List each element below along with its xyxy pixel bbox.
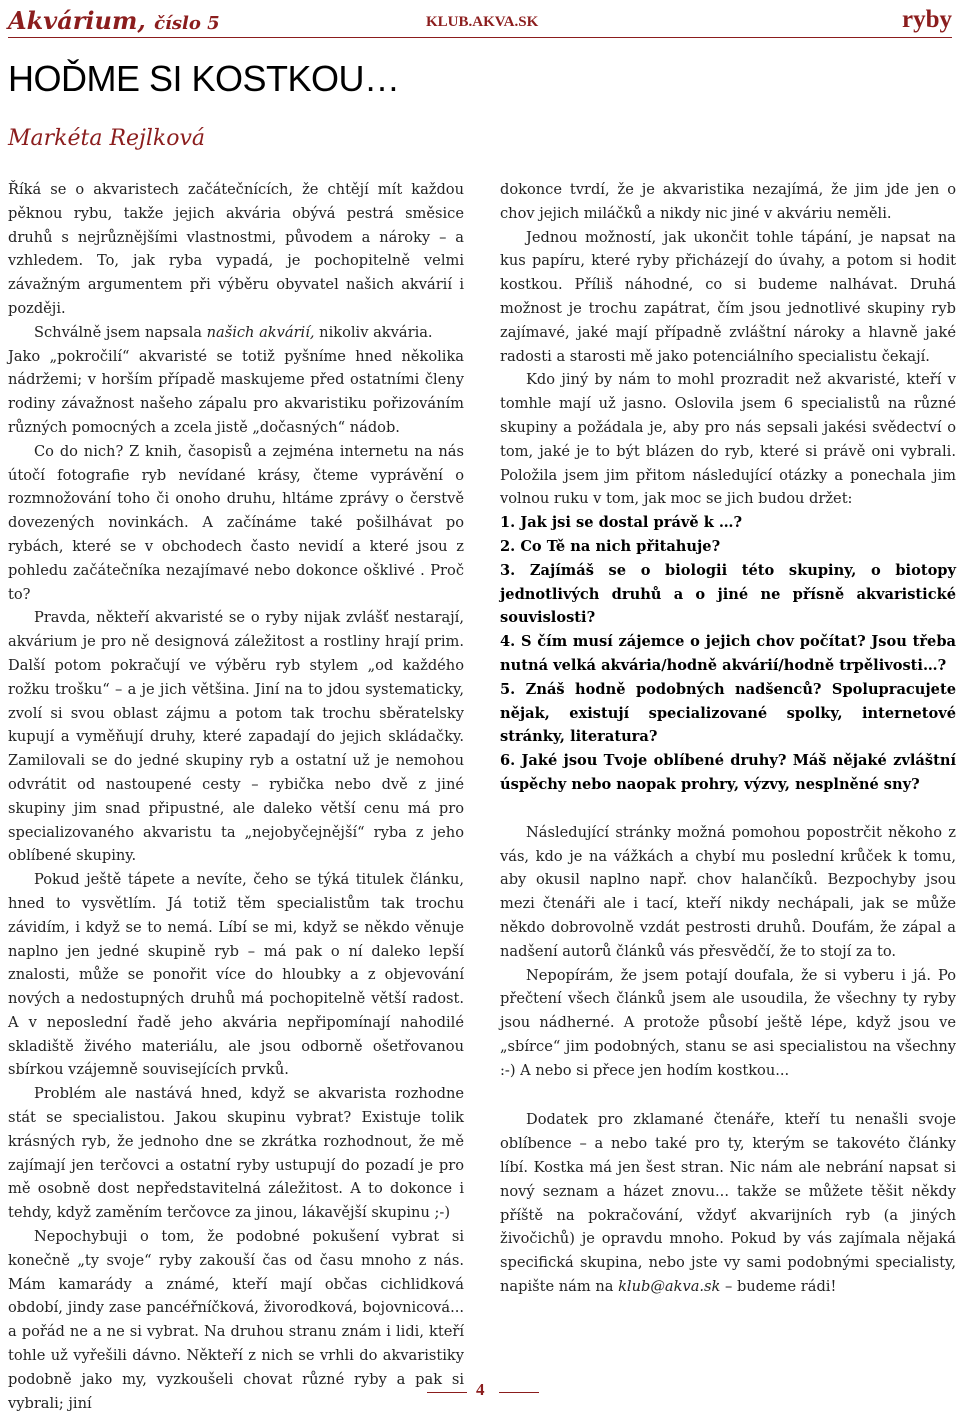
paragraph	[8, 321, 464, 345]
paragraph-text: Schválně jsem napsala	[34, 323, 207, 341]
question: 2. Co Tě na nich přitahuje?	[500, 537, 721, 555]
paragraph-text: Dodatek pro zklamané čtenáře, kteří tu nenašli svoje oblíbence – a nebo také pro ty, kterým se takovéto články líbí. Kostka má jen šest stran. Nic nám ale nebrání napsat si nový seznam a házet znovu... takže se můžete těšit někdy příště na pokračování, vždyť akvarijních ryb (a jiných živočichů) je opravdu mnoho. Pokud by vás zajímala nějaká specifická skupina, nebo jste vy sami podobnými specialisty, napište nám na	[500, 1111, 956, 1296]
footer-rule-left	[427, 1392, 467, 1393]
email-link[interactable]: klub@akva.sk	[618, 1278, 721, 1296]
page-number: 4	[476, 1380, 485, 1399]
paragraph: Jako „pokročilí“ akvaristé se totiž pyšníme hned několika nádržemi; v horším případě maskujeme před ostatními členy rodiny závažnost našeho zápalu pro akvaristiku pořizováním různých pomocných a zcela jistě „dočasných“ nádob.	[8, 347, 464, 436]
article-title: HOĎME SI KOSTKOU…	[8, 58, 400, 99]
question: 5. Znáš hodně podobných nadšenců? Spolupracujete nějak, existují specializované spolky, internetové stránky, literatura?	[500, 680, 956, 746]
paragraph: Co do nich? Z knih, časopisů a zejména internetu na nás útočí fotografie ryb nevídané krásy, čteme vyprávění o rozmnožování toho či onoho druhu, hltáme zprávy o čerstvě dovezených novinkách. A začínáme také pošilhávat po rybách, které se v obchodech často nevidí a které jsou z pohledu začátečníka nezajímavé nebo dokonce ošklivé . Proč to?	[8, 442, 464, 603]
paragraph: Jednou možností, jak ukončit tohle tápání, je napsat na kus papíru, které ryby přicházejí do úvahy, a potom si hodit kostkou. Příliš náhodné, co si budeme nalhávat. Druhá možnost je trochu zapátrat, čím jsou jednotlivé skupiny ryb zajímavé, jaké mají případně zvláštní nároky a hlavně jaké radosti a starosti mě jako potenciálního specialistu čekají.	[500, 228, 956, 365]
page-footer	[427, 1382, 539, 1402]
paragraph: Pravda, někteří akvaristé se o ryby nijak zvlášť nestarají, akvárium je pro ně designová záležitost a rostliny hrají prim. Další potom pokračují ve výběru ryb stylem „od každého rožku trošku“ – a je jich většina. Jiní na to jdou systematicky, zvolí si svou oblast zájmu a potom tak trochu sběratelsky kupují a vyměňují druhy, které zapadají do jejich skládačky. Zamilovali se do jedné skupiny ryb a ostatní už je nemohou odvrátit od nastoupené cesty – rybička nebo dvě z jiné skupiny jim snad připustné, ale daleko větší cenu má pro specializovaného akvaristu ta „nejobyčejnější“ ryba z jeho oblíbené skupiny.	[8, 609, 464, 865]
site-link[interactable]: KLUB.AKVA.SK	[426, 14, 539, 30]
paragraph-text: – budeme rádi!	[720, 1278, 837, 1296]
question: 3. Zajímáš se o biologii této skupiny, o biotopy jednotlivých druhů a o jiné ne přísně akvaristické souvislosti?	[500, 561, 956, 627]
paragraph: Následující stránky možná pomohou popostrčit někoho z vás, kdo je na vážkách a chybí mu poslední krůček k tomu, aby okusil naplno např. chov halančíků. Bezpochyby jsou mezi čtenáři ale i tací, kteří nikdy nechápali, jak se může někdo dobrovolně vzdát pestrosti druhů. Doufám, že zápal a nadšení autorů článků vás přesvědčí, že to stojí za to.	[500, 823, 956, 960]
question: 6. Jaké jsou Tvoje oblíbené druhy? Máš nějaké zvláštní úspěchy nebo naopak prohry, výzvy, nesplněné sny?	[500, 752, 956, 793]
question: 4. S čím musí zájemce o jejich chov počítat? Jsou třeba nutná velká akvária/hodně akvárií/hodně trpělivosti…?	[500, 633, 956, 674]
emphasis-text: našich akvárií,	[206, 323, 315, 341]
paragraph: dokonce tvrdí, že je akvaristika nezajímá, že jim jde jen o chov jejich miláčků a nikdy nic jiné v akváriu neměli.	[500, 181, 956, 222]
paragraph	[500, 1108, 956, 1298]
paragraph: Říká se o akvaristech začátečnících, že chtějí mít každou pěknou rybu, takže jejich akvária obývá pestrá směsice druhů s nejrůznějšími vlastnostmi, původem a nároky – a vzhledem. To, jak ryba vypadá, je pochopitelně velmi závažným argumentem při výběru obyvatel našich akvárií i později.	[8, 181, 464, 317]
magazine-name	[8, 6, 220, 35]
spacer	[500, 797, 956, 821]
spacer	[500, 1082, 956, 1108]
paragraph: Pokud ještě tápete a nevíte, čeho se týká titulek článku, hned to vysvětlím. Já totiž těm specialistům tak trochu závidím, i když se to nemá. Líbí se mi, když se někdo věnuje naplno jen jedné skupině ryb – má pak o ní daleko lepší znalosti, může se ponořit více do hloubky a z objevování nových a nedostupných druhů má pochopitelně větší radost. A v neposlední řadě jeho akvária nepřipomínají nahodilé skladiště živého materiálu, ale jsou odborně ošetřovanou sbírkou vzájemně souvisejících prvků.	[8, 871, 464, 1079]
paragraph: Problém ale nastává hned, když se akvarista rozhodne stát se specialistou. Jakou skupinu vybrat? Existuje tolik krásných ryb, že jednoho dne se zkrátka rozhodnout, že mě zajímají jen terčovci a ostatní ryby ustupují do pozadí je pro mě osobně dost nepředstavitelná záležitost. A to dokonce i tehdy, když zaměním terčovce za jinou, lákavější skupinu ;-)	[8, 1085, 464, 1222]
paragraph-text: nikoliv akvária.	[314, 323, 433, 341]
section-name: ryby	[902, 6, 952, 33]
article-author: Markéta Rejlková	[8, 126, 206, 151]
running-header	[8, 6, 952, 34]
right-column	[500, 178, 956, 1299]
question: 1. Jak jsi se dostal právě k …?	[500, 514, 743, 532]
magazine-title: Akvárium,	[8, 6, 146, 35]
issue-number: číslo 5	[154, 13, 220, 34]
footer-rule-right	[499, 1392, 539, 1393]
paragraph: Nepochybuji o tom, že podobné pokušení vybrat si konečně „ty svoje“ ryby zakouší čas od času mnoho z nás. Mám kamarády a známé, kteří mají občas cichlidková období, jindy zase pancéřníčková, živorodková, bojovnicová... a pořád ne a ne si vybrat. Na druhou stranu znám i lidi, kteří tohle už vyřešili dávno. Někteří z nich se vrhli do akvaristiky podobně jako my, vyzkoušeli chovat různé ryby a pak si vybrali; jiní	[8, 1228, 464, 1412]
header-rule	[8, 37, 952, 38]
paragraph: Kdo jiný by nám to mohl prozradit než akvaristé, kteří v tomhle mají už jasno. Oslovila jsem 6 specialistů na různé skupiny a požádala je, aby pro nás sepsali jakési svědectví o tom, jaké je to být blázen do ryb, které si právě oni vybrali. Položila jsem jim přitom následující otázky a ponechala jim volnou ruku v tom, jak moc se jich budou držet:	[500, 371, 956, 508]
paragraph: Nepopírám, že jsem potají doufala, že si vyberu i já. Po přečtení všech článků jsem ale usoudila, že všechny ty ryby jsou nádherné. A protože působí ještě lépe, když jsou ve „sbírce“ jim podobných, stanu se asi specialistou na všechny :-) A nebo si přece jen hodím kostkou...	[500, 966, 956, 1079]
left-column	[8, 178, 464, 1415]
